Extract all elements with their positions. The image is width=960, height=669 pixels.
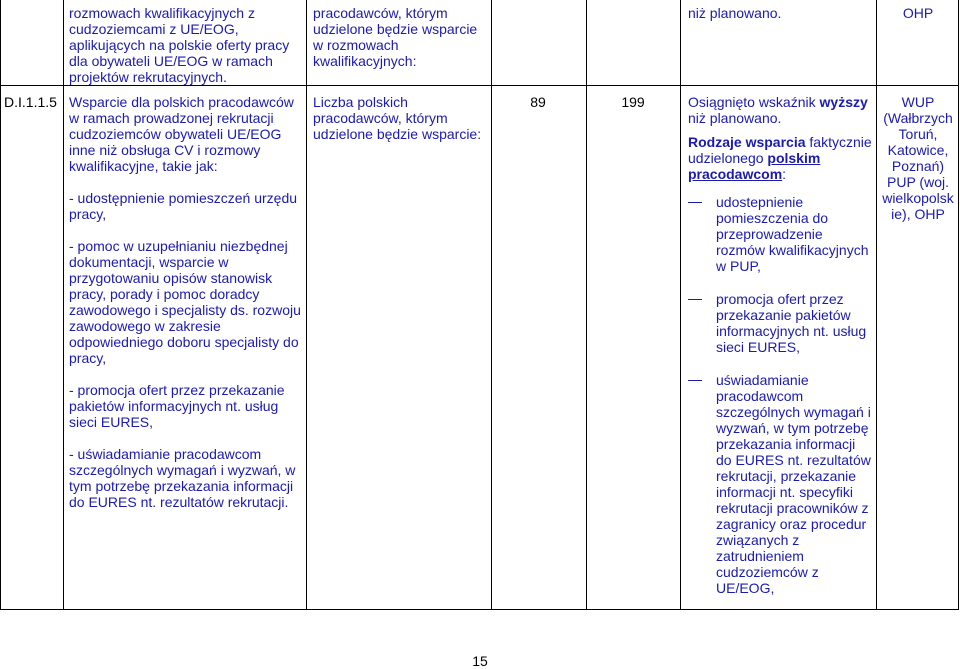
description-intro: Wsparcie dla polskich pracodawców w ramach prowadzonej rekrutacji cudzoziemców obywateli UE/EOG inne niż obsługa CV i rozmowy kwalifikacyjne, takie jak: [69,94,294,174]
comment-types-underlined-1: polskim [767,150,821,166]
row1-indicator-cont: pracodawców, którym udzielone będzie wsparcie w rozmowach kwalifikacyjnych: [313,5,478,69]
comment-achievement-line2: niż planowano. [688,110,782,126]
table-border-col6 [876,0,877,610]
comment-bullet-1 [688,194,874,274]
row2-indicator: Liczba polskich pracodawców, którym udzielone będzie wsparcie: [313,94,482,142]
comment-types-underlined-2: pracodawcom [688,166,783,182]
row2-planned-value: 89 [530,94,546,110]
row2-achieved-value: 199 [621,94,645,110]
comment-bullet-text: uświadamianie pracodawcom szczególnych wymagań i wyzwań, w tym potrzebę przekazania informacji do EURES nt. rezultatów rekrutacji, przekazanie informacji nt. specyfiki rekrutacji pracowników z zagranicy oraz procedur związanych z zatrudnieniem cudzoziemców z UE/EOG, [716,372,871,596]
table-border-left [0,0,1,610]
table-border-col2 [306,0,307,610]
dash-icon [688,202,702,203]
comment-achievement-bold: wyższy [819,94,868,110]
row1-executor-cont: OHP [902,5,934,21]
row2-executor: WUP (Wałbrzych Toruń, Katowice, Poznań) PUP (woj. wielkopolsk ie), OHP [882,94,954,222]
comment-types-bold: Rodzaje wsparcia [688,134,806,150]
dash-icon [688,380,702,381]
row2-comment [688,94,874,596]
comment-achievement-prefix: Osiągnięto wskaźnik [688,94,820,110]
description-item-1: - udostępnienie pomieszczeń urzędu pracy, [69,190,298,222]
table-border-col4 [586,0,587,610]
row2-id: D.I.1.1.5 [4,94,57,110]
page-number: 15 [472,653,488,669]
table-border-right [958,0,959,610]
comment-bullet-text: udostepnienie pomieszczenia do przeprowadzenie rozmów kwalifikacyjnych w PUP, [716,194,869,274]
row-separator [0,85,959,86]
comment-types-colon: : [782,166,787,182]
row1-comment-cont: niż planowano. [688,5,782,21]
row1-description-cont: rozmowach kwalifikacyjnych z cudzoziemcami z UE/EOG, aplikujących na polskie oferty pracy dla obywateli UE/EOG w ramach projektów rekrutacyjnych. [69,5,290,85]
table-border-col5 [680,0,681,610]
description-item-2: - pomoc w uzupełnianiu niezbędnej dokumentacji, wsparcie w przygotowaniu opisów stanowisk pracy, porady i pomoc doradcy zawodowego i specjalisty ds. rozwoju zawodowego w zakresie odpowiedniego doboru specjalisty do pracy, [69,238,301,366]
description-item-4: - uświadamianie pracodawcom szczególnych wymagań i wyzwań, w tym potrzebę przekazania informacji do EURES nt. rezultatów rekrutacji. [69,446,296,510]
comment-achievement [688,94,874,126]
comment-support-types [688,134,874,182]
comment-bullet-2 [688,291,874,355]
comment-types-rest: faktycznie udzielonego [688,134,872,166]
comment-bullet-3 [688,372,874,596]
dash-icon [688,299,702,300]
comment-bullet-text: promocja ofert przez przekazanie pakietów informacyjnych nt. usług sieci EURES, [716,291,867,355]
table-border-col3 [491,0,492,610]
table-bottom-border [0,609,959,610]
table-border-col1 [63,0,64,610]
row2-description [69,94,303,510]
description-item-3: - promocja ofert przez przekazanie pakietów informacyjnych nt. usług sieci EURES, [69,382,285,430]
